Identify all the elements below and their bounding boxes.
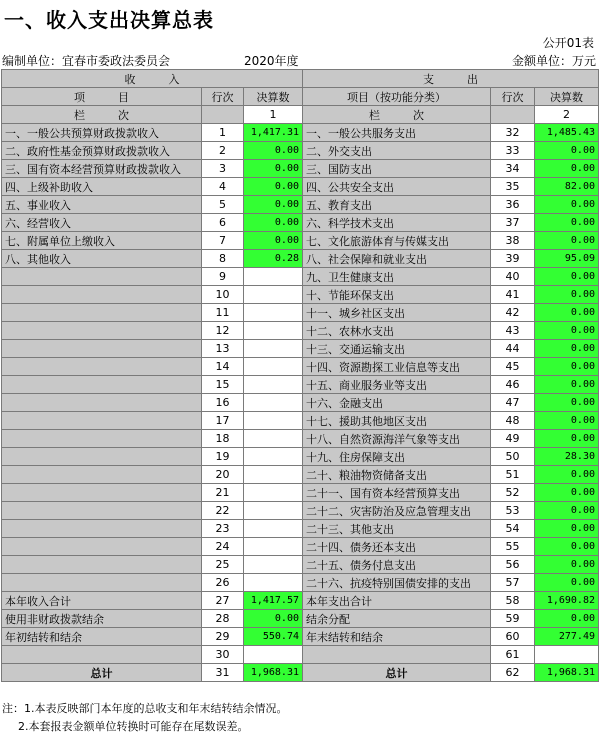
expense-item-label: 二十一、国有资本经营预算支出 — [303, 484, 491, 502]
income-amount: 0.28 — [244, 250, 303, 268]
income-amount: 1,417.57 — [244, 592, 303, 610]
expense-item-label: 总计 — [303, 664, 491, 682]
income-row-number: 25 — [202, 556, 244, 574]
expense-amount: 0.00 — [535, 160, 599, 178]
income-row-number: 23 — [202, 520, 244, 538]
expense-amount: 0.00 — [535, 430, 599, 448]
expense-item-label: 六、科学技术支出 — [303, 214, 491, 232]
expense-row-number: 35 — [491, 178, 535, 196]
income-amount: 0.00 — [244, 214, 303, 232]
table-row — [2, 160, 599, 178]
income-amount — [244, 376, 303, 394]
page-title: 一、收入支出决算总表 — [4, 8, 214, 32]
income-row-number: 17 — [202, 412, 244, 430]
income-amount — [244, 340, 303, 358]
expense-amount: 0.00 — [535, 394, 599, 412]
expense-item-label: 三、国防支出 — [303, 160, 491, 178]
income-item-label — [2, 358, 202, 376]
expense-amount: 0.00 — [535, 142, 599, 160]
expense-row-number: 56 — [491, 556, 535, 574]
income-row-number: 12 — [202, 322, 244, 340]
report-meta — [0, 52, 600, 68]
expense-item-label: 十二、农林水支出 — [303, 322, 491, 340]
expense-row-number: 58 — [491, 592, 535, 610]
expense-amount: 0.00 — [535, 268, 599, 286]
expense-row-number: 45 — [491, 358, 535, 376]
header-row-sections — [2, 70, 599, 88]
income-row-number: 22 — [202, 502, 244, 520]
expense-item-label: 十八、自然资源海洋气象等支出 — [303, 430, 491, 448]
expense-amount: 1,968.31 — [535, 664, 599, 682]
expense-section-header: 支 出 — [303, 70, 599, 88]
expense-amount: 0.00 — [535, 376, 599, 394]
expense-amount: 0.00 — [535, 286, 599, 304]
expense-column-label: 栏 次 — [303, 106, 491, 124]
table-row — [2, 268, 599, 286]
table-row — [2, 592, 599, 610]
table-row — [2, 196, 599, 214]
income-item-label — [2, 412, 202, 430]
income-amount — [244, 322, 303, 340]
income-amount — [244, 502, 303, 520]
expense-item-label: 本年支出合计 — [303, 592, 491, 610]
income-item-label — [2, 466, 202, 484]
expense-item-label: 十四、资源勘探工业信息等支出 — [303, 358, 491, 376]
table-row — [2, 250, 599, 268]
expense-amount: 0.00 — [535, 214, 599, 232]
expense-amount: 95.09 — [535, 250, 599, 268]
income-amount — [244, 538, 303, 556]
income-item-header: 项 目 — [2, 88, 202, 106]
table-row — [2, 124, 599, 142]
expense-row-number: 43 — [491, 322, 535, 340]
income-amount — [244, 286, 303, 304]
income-row-number: 3 — [202, 160, 244, 178]
table-row — [2, 358, 599, 376]
income-amount — [244, 394, 303, 412]
expense-item-label: 二十三、其他支出 — [303, 520, 491, 538]
note-2: 2.本套报表金额单位转换时可能存在尾数误差。 — [18, 720, 249, 733]
table-row — [2, 214, 599, 232]
income-amount: 1,417.31 — [244, 124, 303, 142]
table-row — [2, 628, 599, 646]
expense-item-label: 十六、金融支出 — [303, 394, 491, 412]
table-row — [2, 178, 599, 196]
expense-amount: 82.00 — [535, 178, 599, 196]
expense-amount: 0.00 — [535, 484, 599, 502]
expense-item-label — [303, 646, 491, 664]
table-row — [2, 394, 599, 412]
income-item-label — [2, 502, 202, 520]
income-item-label: 二、政府性基金预算财政拨款收入 — [2, 142, 202, 160]
income-item-label — [2, 286, 202, 304]
table-row — [2, 304, 599, 322]
expense-row-number: 40 — [491, 268, 535, 286]
table-row — [2, 664, 599, 682]
expense-item-label: 二、外交支出 — [303, 142, 491, 160]
expense-amount: 0.00 — [535, 196, 599, 214]
note-1: 注：1.本表反映部门本年度的总收支和年末结转结余情况。 — [2, 702, 288, 715]
income-item-label: 年初结转和结余 — [2, 628, 202, 646]
expense-amount: 0.00 — [535, 538, 599, 556]
income-column-label: 栏 次 — [2, 106, 202, 124]
income-row-number: 1 — [202, 124, 244, 142]
table-row — [2, 412, 599, 430]
income-row-number: 8 — [202, 250, 244, 268]
income-amount — [244, 268, 303, 286]
expense-amount: 0.00 — [535, 520, 599, 538]
expense-row-number: 53 — [491, 502, 535, 520]
income-row-number: 5 — [202, 196, 244, 214]
income-row-number: 4 — [202, 178, 244, 196]
expense-amount-header: 决算数 — [535, 88, 599, 106]
table-row — [2, 142, 599, 160]
expense-row-number: 42 — [491, 304, 535, 322]
table-row — [2, 502, 599, 520]
income-item-label: 一、一般公共预算财政拨款收入 — [2, 124, 202, 142]
income-row-number: 15 — [202, 376, 244, 394]
income-amount: 0.00 — [244, 196, 303, 214]
expense-item-label: 二十、粮油物资储备支出 — [303, 466, 491, 484]
expense-row-number: 49 — [491, 430, 535, 448]
expense-amount: 277.49 — [535, 628, 599, 646]
expense-amount: 0.00 — [535, 340, 599, 358]
income-item-label — [2, 520, 202, 538]
expense-item-label: 结余分配 — [303, 610, 491, 628]
expense-row-number: 55 — [491, 538, 535, 556]
expense-item-header: 项目（按功能分类） — [303, 88, 491, 106]
expense-item-label: 四、公共安全支出 — [303, 178, 491, 196]
income-row-number: 27 — [202, 592, 244, 610]
income-amount — [244, 358, 303, 376]
expense-item-label: 二十五、债务付息支出 — [303, 556, 491, 574]
expense-amount: 0.00 — [535, 556, 599, 574]
expense-item-label: 七、文化旅游体育与传媒支出 — [303, 232, 491, 250]
income-row-number: 19 — [202, 448, 244, 466]
income-item-label — [2, 448, 202, 466]
header-row-columns — [2, 88, 599, 106]
expense-row-number: 60 — [491, 628, 535, 646]
income-item-label — [2, 484, 202, 502]
table-row — [2, 538, 599, 556]
income-amount — [244, 556, 303, 574]
expense-item-label: 一、一般公共服务支出 — [303, 124, 491, 142]
notes — [2, 700, 288, 736]
income-column-index: 1 — [244, 106, 303, 124]
table-row — [2, 232, 599, 250]
table-row — [2, 520, 599, 538]
expense-row-number: 54 — [491, 520, 535, 538]
income-row-number: 31 — [202, 664, 244, 682]
expense-amount: 0.00 — [535, 304, 599, 322]
expense-row-number: 62 — [491, 664, 535, 682]
income-row-number: 30 — [202, 646, 244, 664]
expense-amount: 1,690.82 — [535, 592, 599, 610]
expense-item-label: 二十六、抗疫特别国债安排的支出 — [303, 574, 491, 592]
expense-amount: 1,485.43 — [535, 124, 599, 142]
expense-item-label: 十五、商业服务业等支出 — [303, 376, 491, 394]
expense-seq-header: 行次 — [491, 88, 535, 106]
income-row-number: 14 — [202, 358, 244, 376]
income-row-number: 6 — [202, 214, 244, 232]
expense-row-number: 61 — [491, 646, 535, 664]
expense-amount: 0.00 — [535, 610, 599, 628]
expense-column-blank — [491, 106, 535, 124]
income-amount-header: 决算数 — [244, 88, 303, 106]
expense-row-number: 47 — [491, 394, 535, 412]
table-row — [2, 376, 599, 394]
income-row-number: 18 — [202, 430, 244, 448]
expense-row-number: 39 — [491, 250, 535, 268]
income-amount — [244, 448, 303, 466]
expense-item-label: 十一、城乡社区支出 — [303, 304, 491, 322]
expense-item-label: 十七、援助其他地区支出 — [303, 412, 491, 430]
income-item-label: 使用非财政拨款结余 — [2, 610, 202, 628]
income-item-label — [2, 322, 202, 340]
income-item-label: 三、国有资本经营预算财政拨款收入 — [2, 160, 202, 178]
expense-amount: 0.00 — [535, 502, 599, 520]
income-amount: 0.00 — [244, 232, 303, 250]
income-column-blank — [202, 106, 244, 124]
expense-row-number: 37 — [491, 214, 535, 232]
expense-item-label: 八、社会保障和就业支出 — [303, 250, 491, 268]
income-item-label — [2, 538, 202, 556]
table-row — [2, 322, 599, 340]
table-row — [2, 574, 599, 592]
report-year: 2020年度 — [244, 54, 299, 68]
table-row — [2, 340, 599, 358]
expense-amount: 0.00 — [535, 574, 599, 592]
expense-item-label: 十、节能环保支出 — [303, 286, 491, 304]
expense-item-label: 十九、住房保障支出 — [303, 448, 491, 466]
table-row — [2, 430, 599, 448]
expense-row-number: 51 — [491, 466, 535, 484]
expense-item-label: 五、教育支出 — [303, 196, 491, 214]
expense-item-label: 十三、交通运输支出 — [303, 340, 491, 358]
income-amount: 0.00 — [244, 178, 303, 196]
income-section-header: 收 入 — [2, 70, 303, 88]
income-amount — [244, 412, 303, 430]
expense-item-label: 二十二、灾害防治及应急管理支出 — [303, 502, 491, 520]
expense-amount: 28.30 — [535, 448, 599, 466]
expense-amount: 0.00 — [535, 466, 599, 484]
income-amount: 1,968.31 — [244, 664, 303, 682]
income-amount: 0.00 — [244, 610, 303, 628]
expense-row-number: 50 — [491, 448, 535, 466]
income-item-label — [2, 430, 202, 448]
income-seq-header: 行次 — [202, 88, 244, 106]
income-item-label — [2, 394, 202, 412]
table-row — [2, 646, 599, 664]
expense-item-label: 二十四、债务还本支出 — [303, 538, 491, 556]
income-amount — [244, 484, 303, 502]
income-amount — [244, 430, 303, 448]
income-item-label: 八、其他收入 — [2, 250, 202, 268]
expense-column-index: 2 — [535, 106, 599, 124]
income-item-label: 总计 — [2, 664, 202, 682]
expense-row-number: 38 — [491, 232, 535, 250]
expense-row-number: 44 — [491, 340, 535, 358]
expense-amount: 0.00 — [535, 232, 599, 250]
income-item-label — [2, 646, 202, 664]
expense-amount — [535, 646, 599, 664]
table-row — [2, 448, 599, 466]
expense-row-number: 57 — [491, 574, 535, 592]
expense-row-number: 59 — [491, 610, 535, 628]
table-row — [2, 484, 599, 502]
income-item-label — [2, 340, 202, 358]
expense-row-number: 41 — [491, 286, 535, 304]
income-row-number: 11 — [202, 304, 244, 322]
reporting-unit: 编制单位：宜春市委政法委员会 — [2, 54, 171, 68]
income-item-label: 五、事业收入 — [2, 196, 202, 214]
expense-row-number: 48 — [491, 412, 535, 430]
income-amount — [244, 574, 303, 592]
income-amount: 0.00 — [244, 142, 303, 160]
table-row — [2, 556, 599, 574]
income-amount: 0.00 — [244, 160, 303, 178]
header-row-column-index — [2, 106, 599, 124]
income-row-number: 16 — [202, 394, 244, 412]
income-row-number: 9 — [202, 268, 244, 286]
expense-row-number: 34 — [491, 160, 535, 178]
income-row-number: 24 — [202, 538, 244, 556]
expense-row-number: 32 — [491, 124, 535, 142]
income-row-number: 26 — [202, 574, 244, 592]
income-row-number: 7 — [202, 232, 244, 250]
income-amount — [244, 304, 303, 322]
income-item-label: 四、上级补助收入 — [2, 178, 202, 196]
income-row-number: 28 — [202, 610, 244, 628]
income-row-number: 10 — [202, 286, 244, 304]
income-row-number: 21 — [202, 484, 244, 502]
income-expense-table — [1, 69, 599, 682]
expense-item-label: 年末结转和结余 — [303, 628, 491, 646]
expense-amount: 0.00 — [535, 322, 599, 340]
income-row-number: 29 — [202, 628, 244, 646]
income-amount — [244, 646, 303, 664]
income-amount — [244, 466, 303, 484]
income-row-number: 2 — [202, 142, 244, 160]
income-item-label — [2, 556, 202, 574]
income-item-label: 本年收入合计 — [2, 592, 202, 610]
income-item-label: 六、经营收入 — [2, 214, 202, 232]
income-item-label — [2, 376, 202, 394]
table-row — [2, 610, 599, 628]
income-amount: 550.74 — [244, 628, 303, 646]
income-row-number: 20 — [202, 466, 244, 484]
income-amount — [244, 520, 303, 538]
expense-amount: 0.00 — [535, 358, 599, 376]
income-item-label — [2, 574, 202, 592]
form-number: 公开01表 — [542, 36, 594, 50]
expense-row-number: 36 — [491, 196, 535, 214]
money-unit: 金额单位：万元 — [511, 54, 596, 68]
expense-row-number: 52 — [491, 484, 535, 502]
table-row — [2, 286, 599, 304]
expense-row-number: 46 — [491, 376, 535, 394]
expense-row-number: 33 — [491, 142, 535, 160]
income-row-number: 13 — [202, 340, 244, 358]
table-row — [2, 466, 599, 484]
expense-amount: 0.00 — [535, 412, 599, 430]
income-item-label — [2, 304, 202, 322]
income-item-label — [2, 268, 202, 286]
expense-item-label: 九、卫生健康支出 — [303, 268, 491, 286]
income-item-label: 七、附属单位上缴收入 — [2, 232, 202, 250]
